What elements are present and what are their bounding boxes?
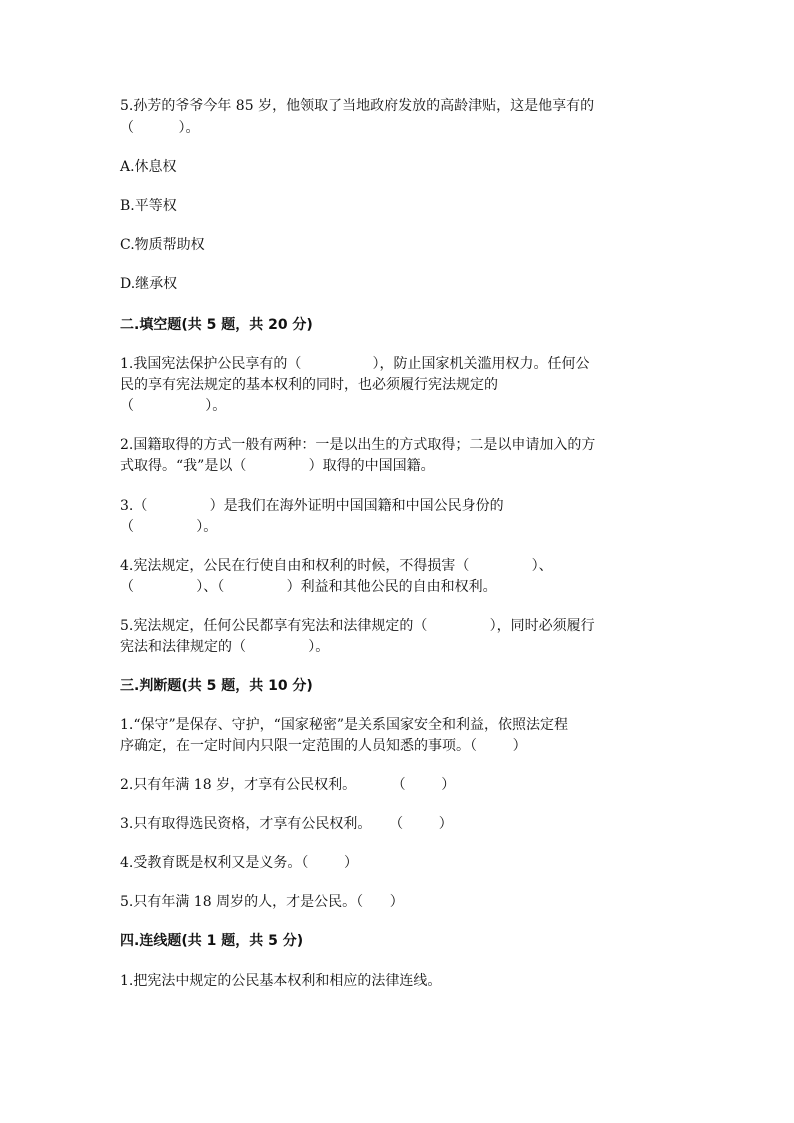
fill-1-line-1: 1.我国宪法保护公民享有的（ ），防止国家机关滥用权力。任何公 xyxy=(120,356,590,372)
fill-1-line-3: （ ）。 xyxy=(120,398,227,414)
fill-5-line-1: 5.宪法规定，任何公民都享有宪法和法律规定的（ ），同时必须履行 xyxy=(120,618,595,634)
section-heading-true-false: 三.判断题(共 5 题，共 10 分) xyxy=(120,678,313,694)
fill-2-line-2: 式取得。“我”是以（ ）取得的中国国籍。 xyxy=(120,458,435,474)
option-b: B.平等权 xyxy=(120,198,177,214)
fill-2-line-1: 2.国籍取得的方式一般有两种：一是以出生的方式取得；二是以申请加入的方 xyxy=(120,437,596,453)
option-d: D.继承权 xyxy=(120,276,178,292)
section-heading-fill-blank: 二.填空题(共 5 题，共 20 分) xyxy=(120,317,313,333)
judge-4: 4.受教育既是权利又是义务。（ ） xyxy=(120,855,358,871)
fill-4-line-1: 4.宪法规定，公民在行使自由和权利的时候，不得损害（ ）、 xyxy=(120,558,553,574)
section-heading-matching: 四.连线题(共 1 题，共 5 分) xyxy=(120,933,304,949)
matching-1: 1.把宪法中规定的公民基本权利和相应的法律连线。 xyxy=(120,973,442,989)
fill-4-line-2: （ ）、（ ）利益和其他公民的自由和权利。 xyxy=(120,579,497,595)
judge-5: 5.只有年满 18 周岁的人，才是公民。（ ） xyxy=(120,894,404,910)
judge-1-line-2: 序确定，在一定时间内只限一定范围的人员知悉的事项。（ ） xyxy=(120,738,527,754)
judge-3: 3.只有取得选民资格，才享有公民权利。 （ ） xyxy=(120,816,453,832)
option-a: A.休息权 xyxy=(120,159,177,175)
judge-2: 2.只有年满 18 岁，才享有公民权利。 （ ） xyxy=(120,777,456,793)
question-5-line-1: 5.孙芳的爷爷今年 85 岁，他领取了当地政府发放的高龄津贴，这是他享有的 xyxy=(120,98,595,114)
judge-1-line-1: 1.“保守”是保存、守护，“国家秘密”是关系国家安全和利益，依照法定程 xyxy=(120,717,568,733)
question-5-line-2: （ ）。 xyxy=(120,120,200,136)
fill-3-line-1: 3.（ ）是我们在海外证明中国国籍和中国公民身份的 xyxy=(120,498,504,514)
fill-1-line-2: 民的享有宪法规定的基本权利的同时，也必须履行宪法规定的 xyxy=(120,377,498,393)
fill-3-line-2: （ ）。 xyxy=(120,519,218,535)
fill-5-line-2: 宪法和法律规定的（ ）。 xyxy=(120,639,330,655)
option-c: C.物质帮助权 xyxy=(120,237,205,253)
